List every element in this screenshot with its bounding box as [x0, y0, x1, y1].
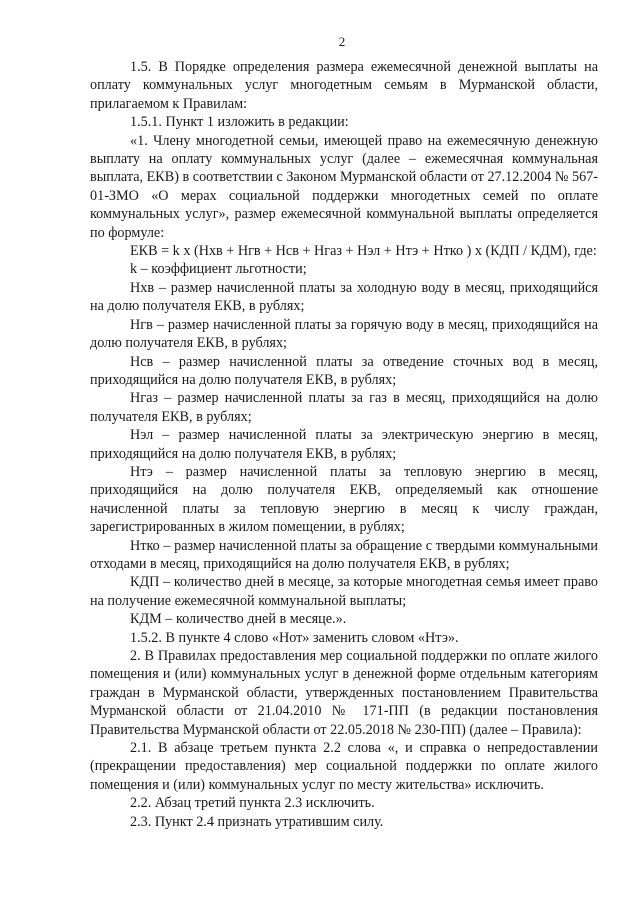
- formula-ekv: ЕКВ = k x (Нхв + Нгв + Нсв + Нгаз + Нэл + Нтэ + Нтко ) x (КДП / КДМ), где:: [130, 243, 597, 260]
- paragraph-2-1: 2.1. В абзаце третьем пункта 2.2 слова «, и справка о непредоставлении (прекращении предоставления) мер социальной поддержки по оплате жилого помещения и (или) коммунальных услуг по месту жительства» исключить.: [90, 740, 598, 793]
- definition-k: k – коэффициент льготности;: [130, 261, 307, 278]
- definition-kdp: КДП – количество дней в месяце, за которые многодетная семья имеет право на получение ежемесячной коммунальной выплаты;: [90, 574, 598, 609]
- definition-nte: Нтэ – размер начисленной платы за тепловую энергию в месяц, приходящийся на долю получателя ЕКВ, определяемый как отношение начисленной платы за тепловую энергию в месяц к числу граждан, зарегистрированных в жилом помещении, в рублях;: [90, 463, 598, 536]
- definition-kdm: КДМ – количество дней в месяце.».: [130, 611, 347, 628]
- paragraph-2: 2. В Правилах предоставления мер социальной поддержки по оплате жилого помещения и (или) коммунальных услуг в денежной форме отдельным категориям граждан в Мурманской области, утвержденных постановлением Правительства Мурманской области от 21.04.2010 № 171-ПП (в редакции постановления Правительства Мурманской области от 22.05.2018 № 230-ПП) (далее – Правила):: [90, 648, 598, 738]
- paragraph-point-1: «1. Члену многодетной семьи, имеющей право на ежемесячную денежную выплату на оплату коммунальных услуг (далее – ежемесячная коммунальная выплата, ЕКВ) в соответствии с Законом Мурманской области от 27.12.2004 № 567-01-ЗМО «О мерах социальной поддержки многодетных семей по оплате коммунальных услуг», размер ежемесячной коммунальной выплаты определяется по формуле:: [90, 132, 598, 241]
- paragraph-1-5-2: 1.5.2. В пункте 4 слово «Нот» заменить словом «Нтэ».: [130, 629, 459, 646]
- definition-ngv: Нгв – размер начисленной платы за горячую воду в месяц, приходящийся на долю получателя ЕКВ, в рублях;: [90, 316, 598, 352]
- paragraph-2-3: 2.3. Пункт 2.4 признать утратившим силу.: [130, 813, 384, 830]
- paragraph-1-5-1: 1.5.1. Пункт 1 изложить в редакции:: [130, 114, 349, 131]
- definition-nhv: Нхв – размер начисленной платы за холодную воду в месяц, приходящийся на долю получателя ЕКВ, в рублях;: [90, 279, 598, 315]
- definition-ntko: Нтко – размер начисленной платы за обращение с твердыми коммунальными отходами в месяц, приходящийся на долю получателя ЕКВ, в рублях;: [90, 537, 598, 572]
- document-body: [90, 58, 598, 831]
- paragraph-1-5: 1.5. В Порядке определения размера ежемесячной денежной выплаты на оплату коммунальных услуг многодетным семьям в Мурманской области, прилагаемом к Правилам:: [90, 59, 598, 112]
- paragraph-2-2: 2.2. Абзац третий пункта 2.3 исключить.: [130, 795, 375, 812]
- page-number: 2: [338, 34, 346, 49]
- definition-ngaz: Нгаз – размер начисленной платы за газ в месяц, приходящийся на долю получателя ЕКВ, в рублях;: [90, 390, 598, 425]
- definition-nel: Нэл – размер начисленной платы за электрическую энергию в месяц, приходящийся на долю получателя ЕКВ, в рублях;: [90, 427, 598, 462]
- definition-nsv: Нсв – размер начисленной платы за отведение сточных вод в месяц, приходящийся на долю получателя ЕКВ, в рублях;: [90, 353, 598, 388]
